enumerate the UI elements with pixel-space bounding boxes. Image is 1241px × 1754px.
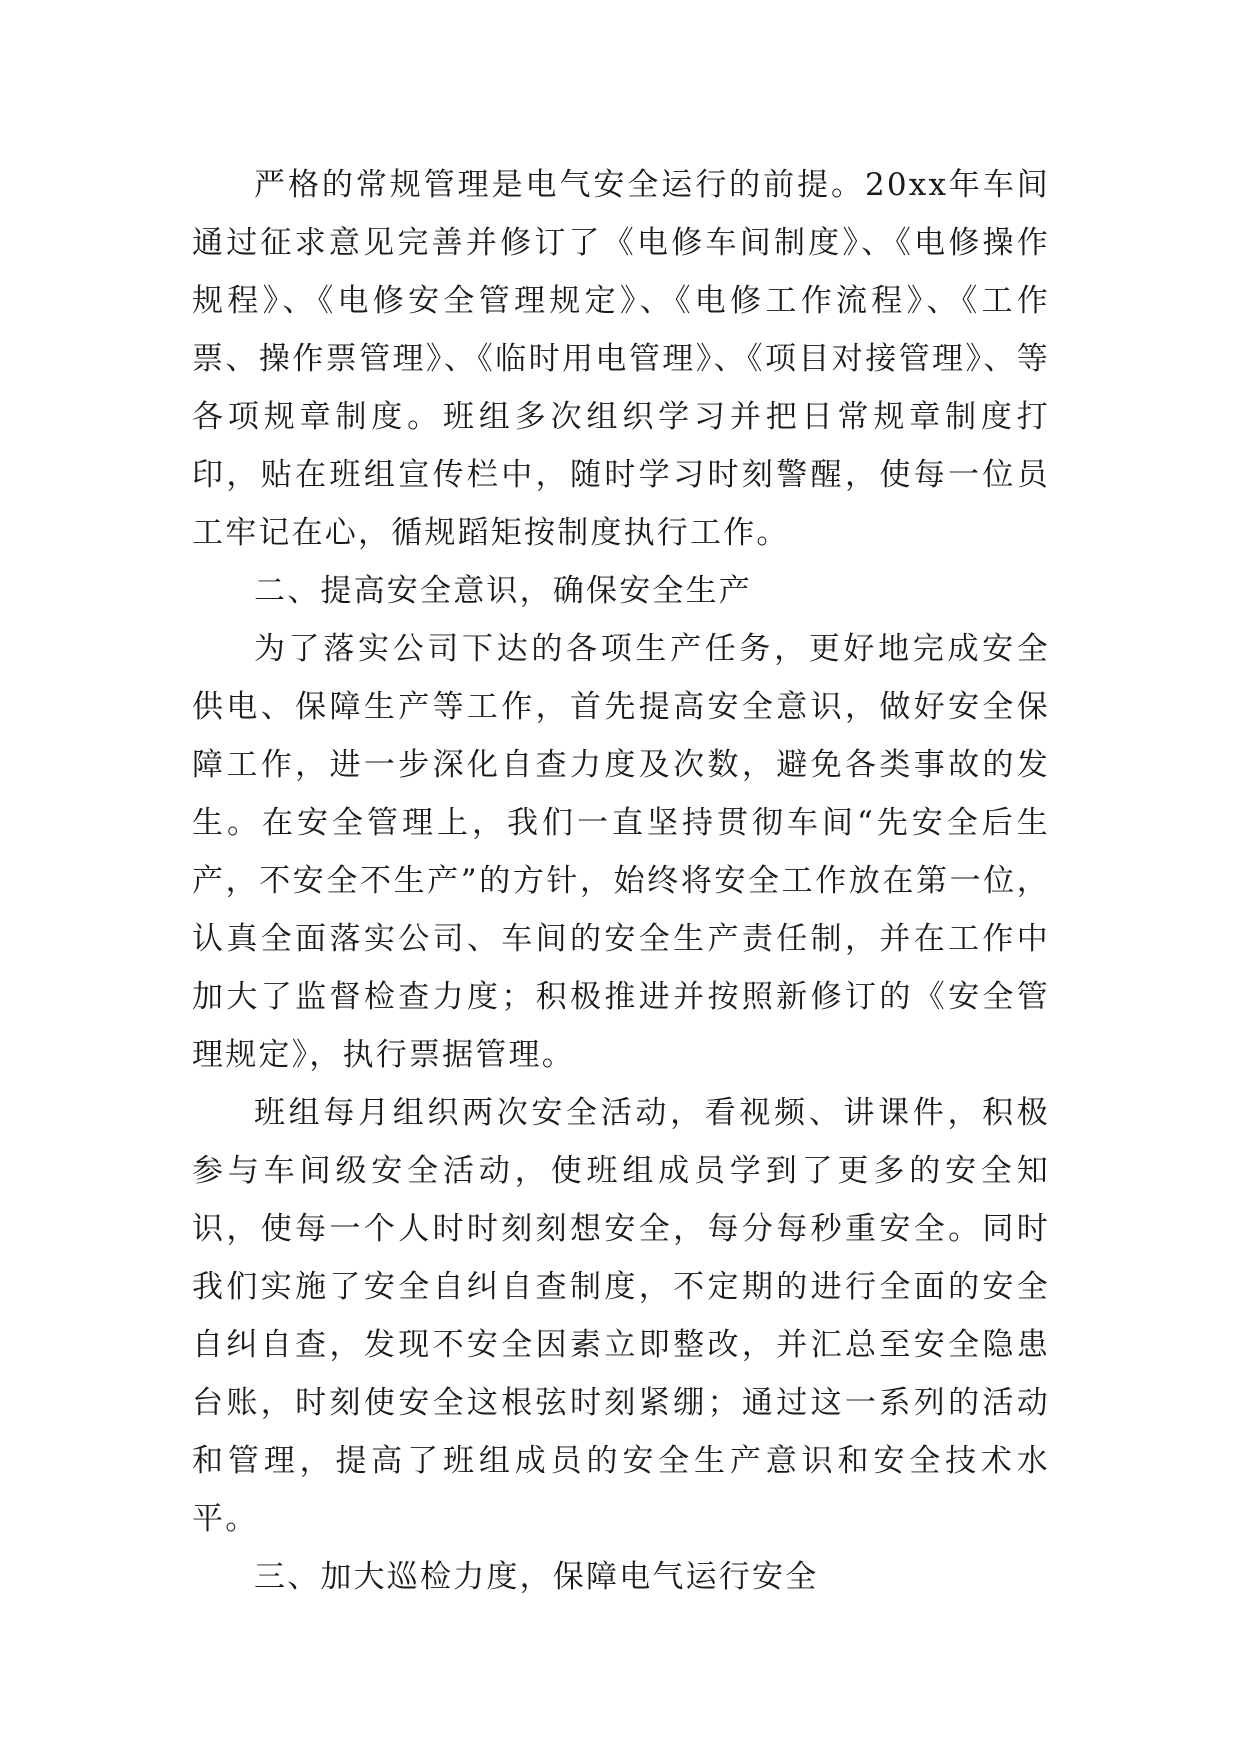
paragraph-safety-activities: 班组每月组织两次安全活动，看视频、讲课件，积极参与车间级安全活动，使班组成员学到了更多的安全知识，使每一个人时时刻刻想安全，每分每秒重安全。同时我们实施了安全自纠自查制度，不定期的进行全面的安全自纠自查，发现不安全因素立即整改，并汇总至安全隐患台账，时刻使安全这根弦时刻紧绷；通过这一系列的活动和管理，提高了班组成员的安全生产意识和安全技术水平。: [192, 1095, 1050, 1537]
paragraph-regulations: 严格的常规管理是电气安全运行的前提。20xx年车间通过征求意见完善并修订了《电修车间制度》、《电修操作规程》、《电修安全管理规定》、《电修工作流程》、《工作票、操作票管理》、《临时用电管理》、《项目对接管理》、等各项规章制度。班组多次组织学习并把日常规章制度打印，贴在班组宣传栏中，随时学习时刻警醒，使每一位员工牢记在心，循规蹈矩按制度执行工作。: [192, 167, 1050, 551]
section-heading-2: 二、提高安全意识，确保安全生产: [254, 573, 752, 609]
section-heading-3: 三、加大巡检力度，保障电气运行安全: [254, 1559, 819, 1595]
paragraph-safety-awareness: 为了落实公司下达的各项生产任务，更好地完成安全供电、保障生产等工作，首先提高安全意识，做好安全保障工作，进一步深化自查力度及次数，避免各类事故的发生。在安全管理上，我们一直坚持贯彻车间“先安全后生产，不安全不生产”的方针，始终将安全工作放在第一位，认真全面落实公司、车间的安全生产责任制，并在工作中加大了监督检查力度；积极推进并按照新修订的《安全管理规定》，执行票据管理。: [192, 631, 1050, 1073]
document-body: [192, 156, 1050, 1606]
